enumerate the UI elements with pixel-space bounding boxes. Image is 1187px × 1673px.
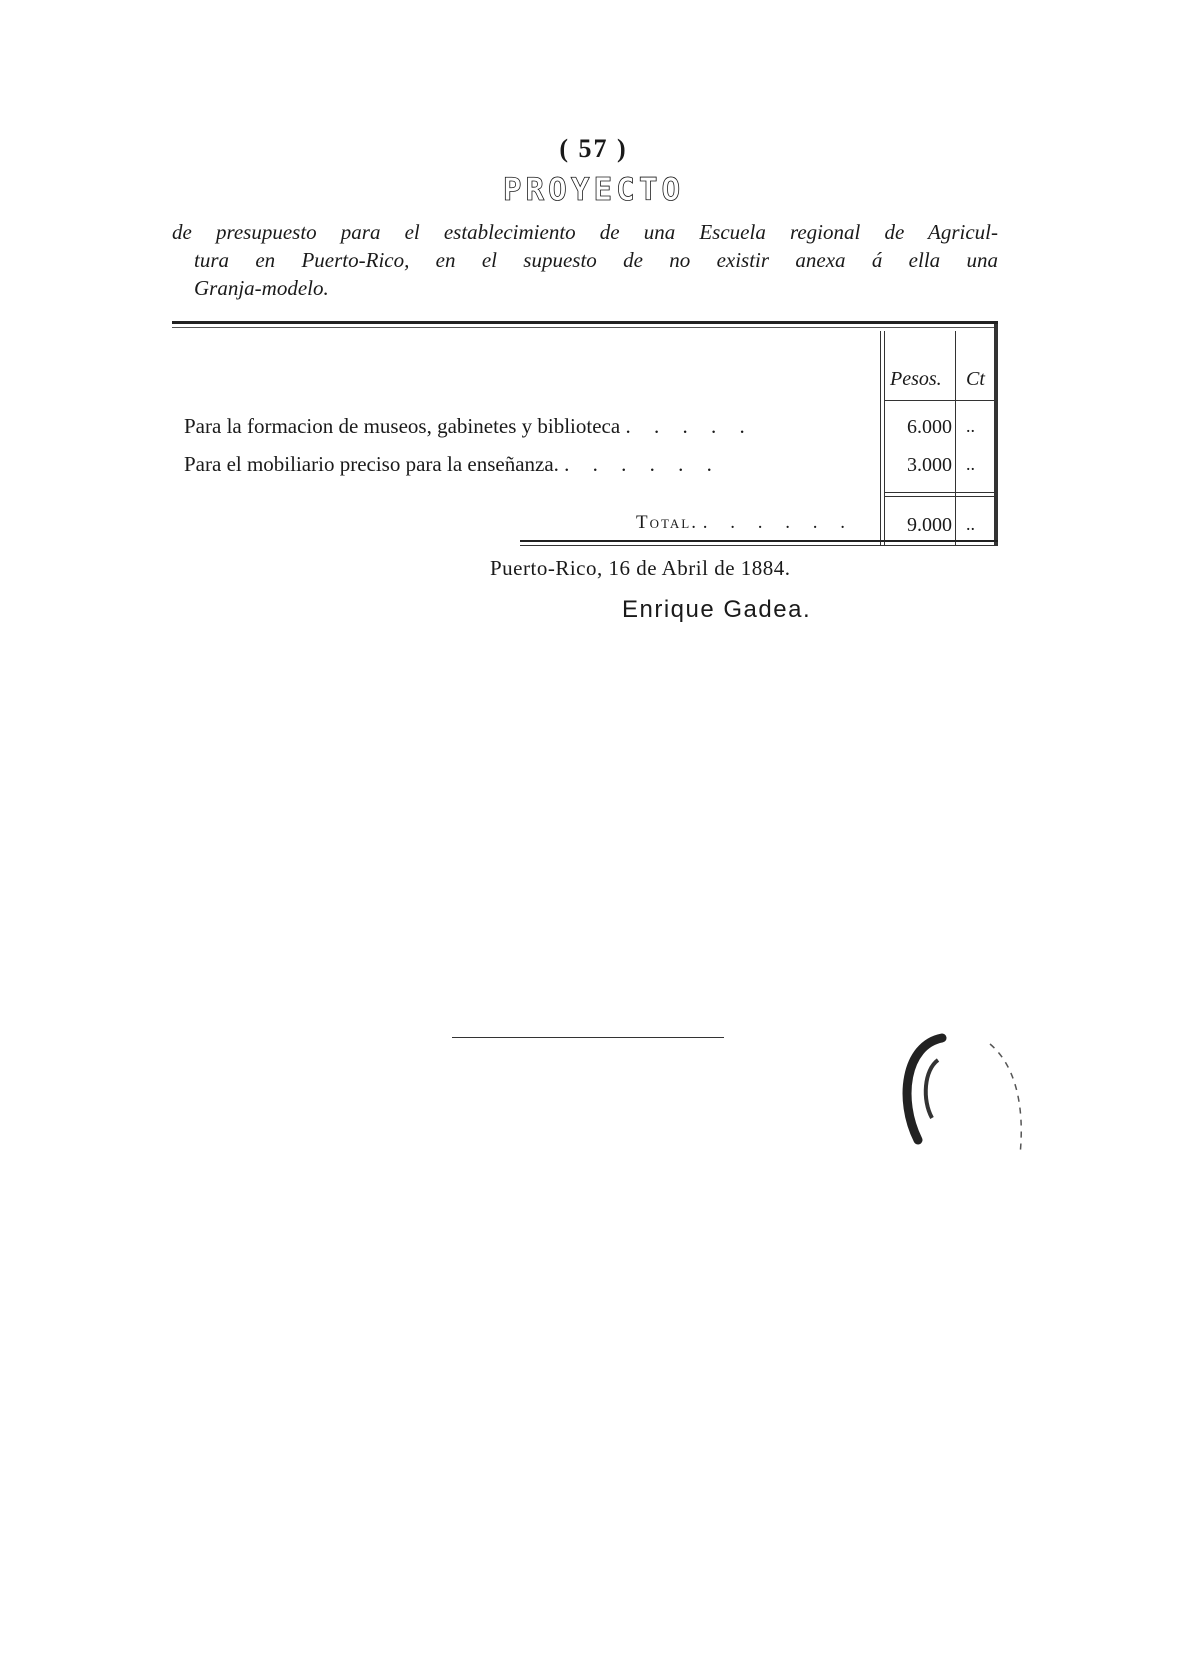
table-row (184, 414, 754, 439)
sum-rule (884, 496, 994, 497)
date-line: Puerto-Rico, 16 de Abril de 1884. (490, 556, 791, 580)
sum-rule (884, 492, 994, 493)
table-top-rule (172, 327, 998, 328)
subtitle-line: tura en Puerto-Rico, en el supuesto de no existir anexa á ella una (194, 248, 998, 272)
total-amount: 9.000 (907, 514, 952, 536)
page-bottom-rule (452, 1037, 724, 1038)
total-label: Total. (636, 512, 698, 533)
row-amount: 6.000 (907, 416, 952, 438)
library-stamp-icon (880, 1030, 1040, 1170)
title-text: PROYECTO (502, 172, 685, 208)
row-label: Para el mobiliario preciso para la enseñanza. (184, 452, 559, 476)
table-bottom-rule (520, 540, 998, 542)
page-number: ( 57 ) (559, 134, 628, 163)
signature: Enrique Gadea. (622, 596, 812, 623)
table-bottom-rule (520, 545, 998, 546)
row-leader: . . . . . . (564, 452, 721, 476)
table-right-border (994, 324, 998, 546)
total-cents: .. (966, 514, 975, 534)
column-divider (955, 331, 956, 546)
column-header-pesos: Pesos. (890, 368, 942, 390)
row-cents: .. (966, 454, 975, 474)
total-row (636, 512, 854, 534)
row-label: Para la formacion de museos, gabinetes y biblioteca (184, 414, 621, 438)
table-row (184, 452, 721, 477)
total-leader: . . . . . . (702, 512, 854, 533)
column-divider (880, 331, 881, 546)
row-amount: 3.000 (907, 454, 952, 476)
document-title (0, 172, 1187, 208)
header-underline (884, 400, 994, 401)
table-top-rule (172, 321, 998, 324)
document-subtitle (172, 218, 998, 302)
column-header-cents: Ct (966, 368, 985, 390)
row-cents: .. (966, 416, 975, 436)
row-leader: . . . . . (625, 414, 754, 438)
subtitle-line: de presupuesto para el establecimiento de una Escuela regional de Agricul- (172, 220, 998, 244)
subtitle-line: Granja-modelo. (194, 276, 329, 300)
